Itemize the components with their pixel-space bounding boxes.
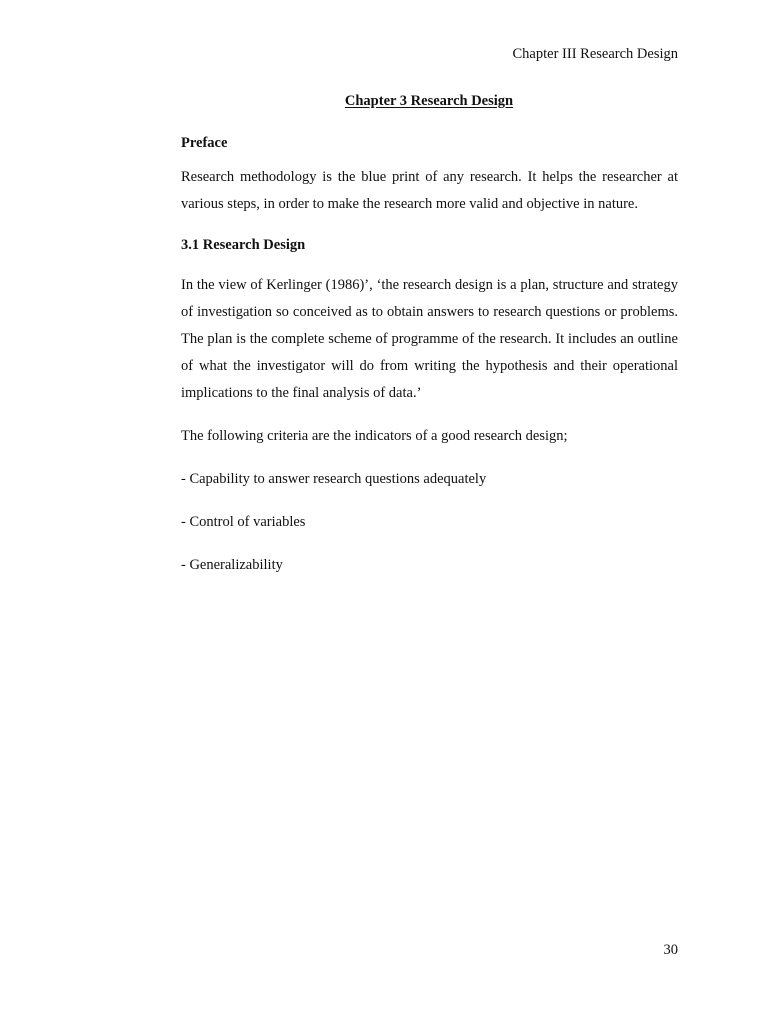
- criteria-item: - Generalizability: [181, 557, 283, 573]
- criteria-item: - Control of variables: [181, 514, 306, 530]
- page-body: [181, 135, 678, 579]
- preface-heading: Preface: [181, 135, 228, 151]
- criteria-item: - Capability to answer research questions adequately: [181, 471, 487, 487]
- preface-paragraph: Research methodology is the blue print of any research. It helps the researcher at various steps, in order to make the research more valid and objective in nature.: [181, 169, 678, 212]
- page-number: 30: [663, 942, 678, 958]
- criteria-intro: The following criteria are the indicators of a good research design;: [181, 428, 568, 444]
- chapter-title: Chapter 3 Research Design: [344, 93, 514, 109]
- running-header: Chapter III Research Design: [512, 46, 678, 62]
- section-heading-3-1: 3.1 Research Design: [181, 237, 306, 253]
- section-paragraph-kerlinger: In the view of Kerlinger (1986)’, ‘the research design is a plan, structure and strategy of investigation so conceived as to obtain answers to research questions or problems. The plan is the complete scheme of programme of the research. It includes an outline of what the investigator will do from writing the hypothesis and their operational implications to the final analysis of data.’: [181, 277, 678, 401]
